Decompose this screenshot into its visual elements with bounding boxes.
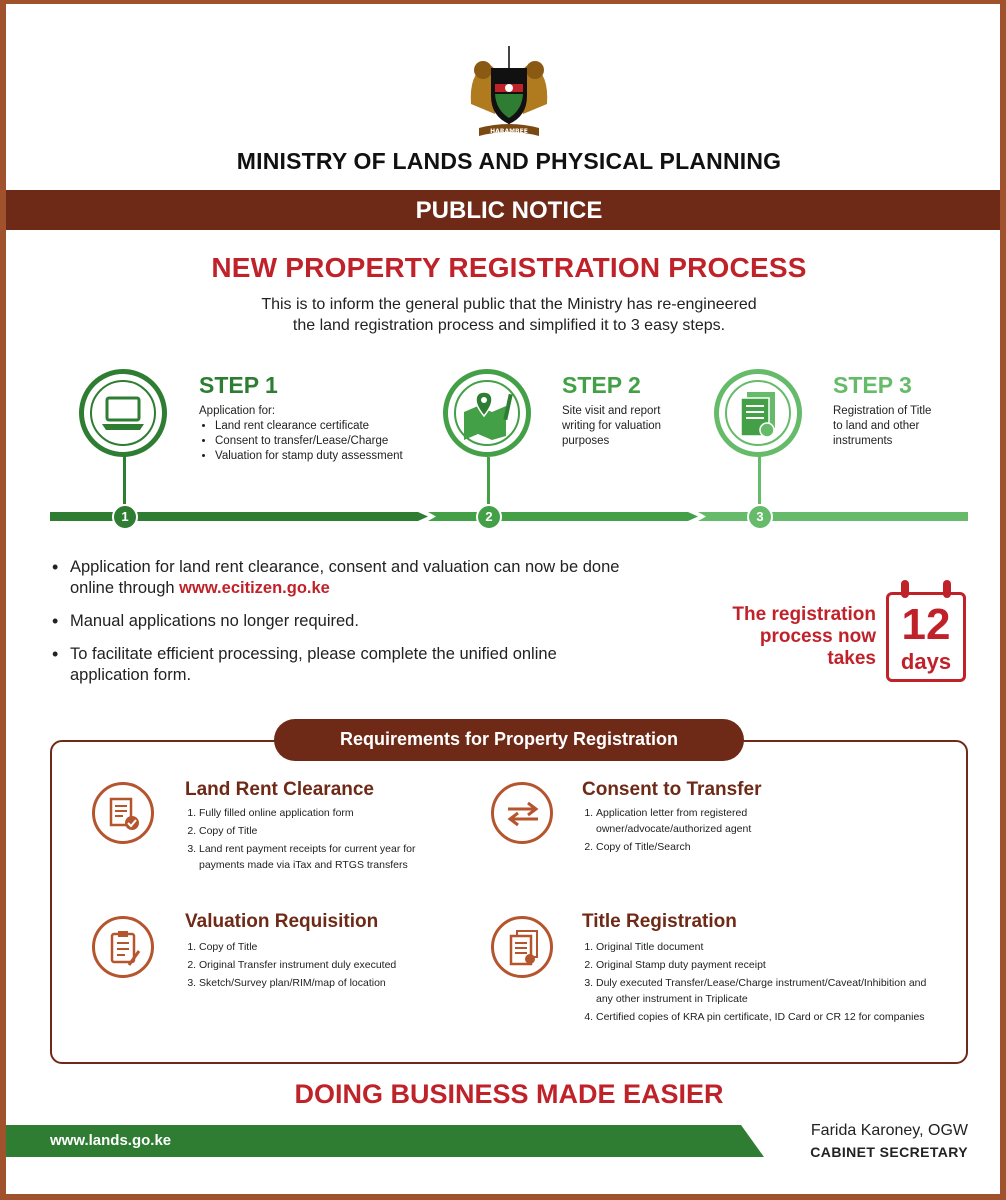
bullet-online-application <box>50 557 630 599</box>
step-1-item: • Valuation for stamp duty assessment <box>215 449 419 464</box>
step-3-circle <box>714 369 802 457</box>
svg-text:HARAMBEE: HARAMBEE <box>490 128 528 135</box>
progress-line-3 <box>698 512 968 521</box>
duration-number: 12 <box>901 600 951 649</box>
title-registration-item: 3. Duly executed Transfer/Lease/Charge instrument/Caveat/Inhibition and any other instrument in Triplicate <box>596 975 932 1007</box>
step-2-number: 2 <box>476 504 502 530</box>
calendar-ring-right <box>943 580 951 598</box>
step-1-title: STEP 1 <box>199 372 278 398</box>
coat-of-arms-logo <box>461 44 557 140</box>
valuation-list <box>185 939 455 993</box>
ecitizen-link[interactable]: www.ecitizen.go.ke <box>179 579 330 597</box>
calendar-ring-left <box>901 580 909 598</box>
requirements-heading: Requirements for Property Registration <box>339 729 679 749</box>
step-3-line: Registration of Title <box>833 405 932 417</box>
title-document-icon <box>508 929 540 967</box>
form-check-icon <box>109 797 139 831</box>
main-title: NEW PROPERTY REGISTRATION PROCESS <box>211 252 807 283</box>
step-1-description <box>199 404 419 464</box>
duration-text <box>692 604 876 670</box>
land-rent-item: 1. Fully filled online application form <box>199 805 455 821</box>
title-registration-title: Title Registration <box>582 911 737 932</box>
duration-line-1: The registration <box>732 604 876 625</box>
clipboard-icon <box>109 929 141 967</box>
slogan: DOING BUSINESS MADE EASIER <box>294 1079 724 1109</box>
step-3-description <box>833 404 973 449</box>
title-registration-item: 4. Certified copies of KRA pin certificate, ID Card or CR 12 for companies <box>596 1009 932 1025</box>
ministry-name: MINISTRY OF LANDS AND PHYSICAL PLANNING <box>236 148 782 174</box>
step-3-line: to land and other <box>833 420 920 432</box>
duration-line-3: takes <box>827 648 876 669</box>
step-2-circle <box>443 369 531 457</box>
land-rent-title: Land Rent Clearance <box>185 779 374 800</box>
title-registration-icon-circle <box>491 916 553 978</box>
step-3-stem <box>758 457 761 504</box>
step-3-line: instruments <box>833 435 893 447</box>
valuation-item: 1. Copy of Title <box>199 939 455 955</box>
progress-line-1 <box>50 512 428 521</box>
duration-line-2: process now <box>759 626 876 647</box>
signatory-title: CABINET SECRETARY <box>810 1144 968 1160</box>
consent-title: Consent to Transfer <box>582 779 762 800</box>
bullet-unified-form: • To facilitate efficient processing, please complete the unified online application form. <box>50 644 630 686</box>
step-1-circle <box>79 369 167 457</box>
document-icon <box>737 390 781 440</box>
bullet-1-text: Application for land rent clearance, consent and valuation can now be done online through <box>70 558 620 597</box>
title-registration-item: 1. Original Title document <box>596 939 932 955</box>
land-rent-list <box>185 805 455 875</box>
info-bullets <box>50 557 630 698</box>
valuation-item: 2. Original Transfer instrument duly executed <box>199 957 455 973</box>
title-registration-item: 2. Original Stamp duty payment receipt <box>596 957 932 973</box>
intro-text <box>206 294 812 336</box>
title-registration-list <box>582 939 932 1027</box>
consent-list <box>582 805 822 857</box>
step-2-line: writing for valuation <box>562 420 662 432</box>
valuation-item: 3. Sketch/Survey plan/RIM/map of location <box>199 975 455 991</box>
progress-line-2 <box>428 512 698 521</box>
step-2-description <box>562 404 712 449</box>
transfer-arrows-icon <box>504 799 542 829</box>
step-3-number: 3 <box>747 504 773 530</box>
laptop-icon <box>100 396 146 432</box>
valuation-title: Valuation Requisition <box>185 911 379 932</box>
step-2-line: purposes <box>562 435 610 447</box>
step-1-stem <box>123 457 126 504</box>
bullet-manual-applications: • Manual applications no longer required. <box>50 611 630 632</box>
intro-line-1: This is to inform the general public that the Ministry has re-engineered <box>261 296 757 313</box>
valuation-icon-circle <box>92 916 154 978</box>
notice-label: PUBLIC NOTICE <box>415 197 603 224</box>
land-rent-item: 2. Copy of Title <box>199 823 455 839</box>
step-2-line: Site visit and report <box>562 405 661 417</box>
step-2-title: STEP 2 <box>562 372 641 398</box>
land-rent-icon-circle <box>92 782 154 844</box>
step-2-stem <box>487 457 490 504</box>
step-1-lead: Application for: <box>199 405 276 417</box>
step-3-title: STEP 3 <box>833 372 912 398</box>
intro-line-2: the land registration process and simplified it to 3 easy steps. <box>292 317 726 334</box>
consent-item: 2. Copy of Title/Search <box>596 839 822 855</box>
duration-unit: days <box>900 649 952 674</box>
step-1-number: 1 <box>112 504 138 530</box>
signatory-name: Farida Karoney, OGW <box>810 1122 968 1139</box>
consent-icon-circle <box>491 782 553 844</box>
map-pin-icon <box>462 390 514 440</box>
land-rent-item: 3. Land rent payment receipts for current year for payments made via iTax and RTGS transfers <box>199 841 455 873</box>
step-1-item: • Consent to transfer/Lease/Charge <box>215 434 419 449</box>
step-1-item: • Land rent clearance certificate <box>215 419 419 434</box>
footer-website-link[interactable]: www.lands.go.ke <box>50 1132 172 1149</box>
consent-item: 1. Application letter from registered owner/advocate/authorized agent <box>596 805 822 837</box>
